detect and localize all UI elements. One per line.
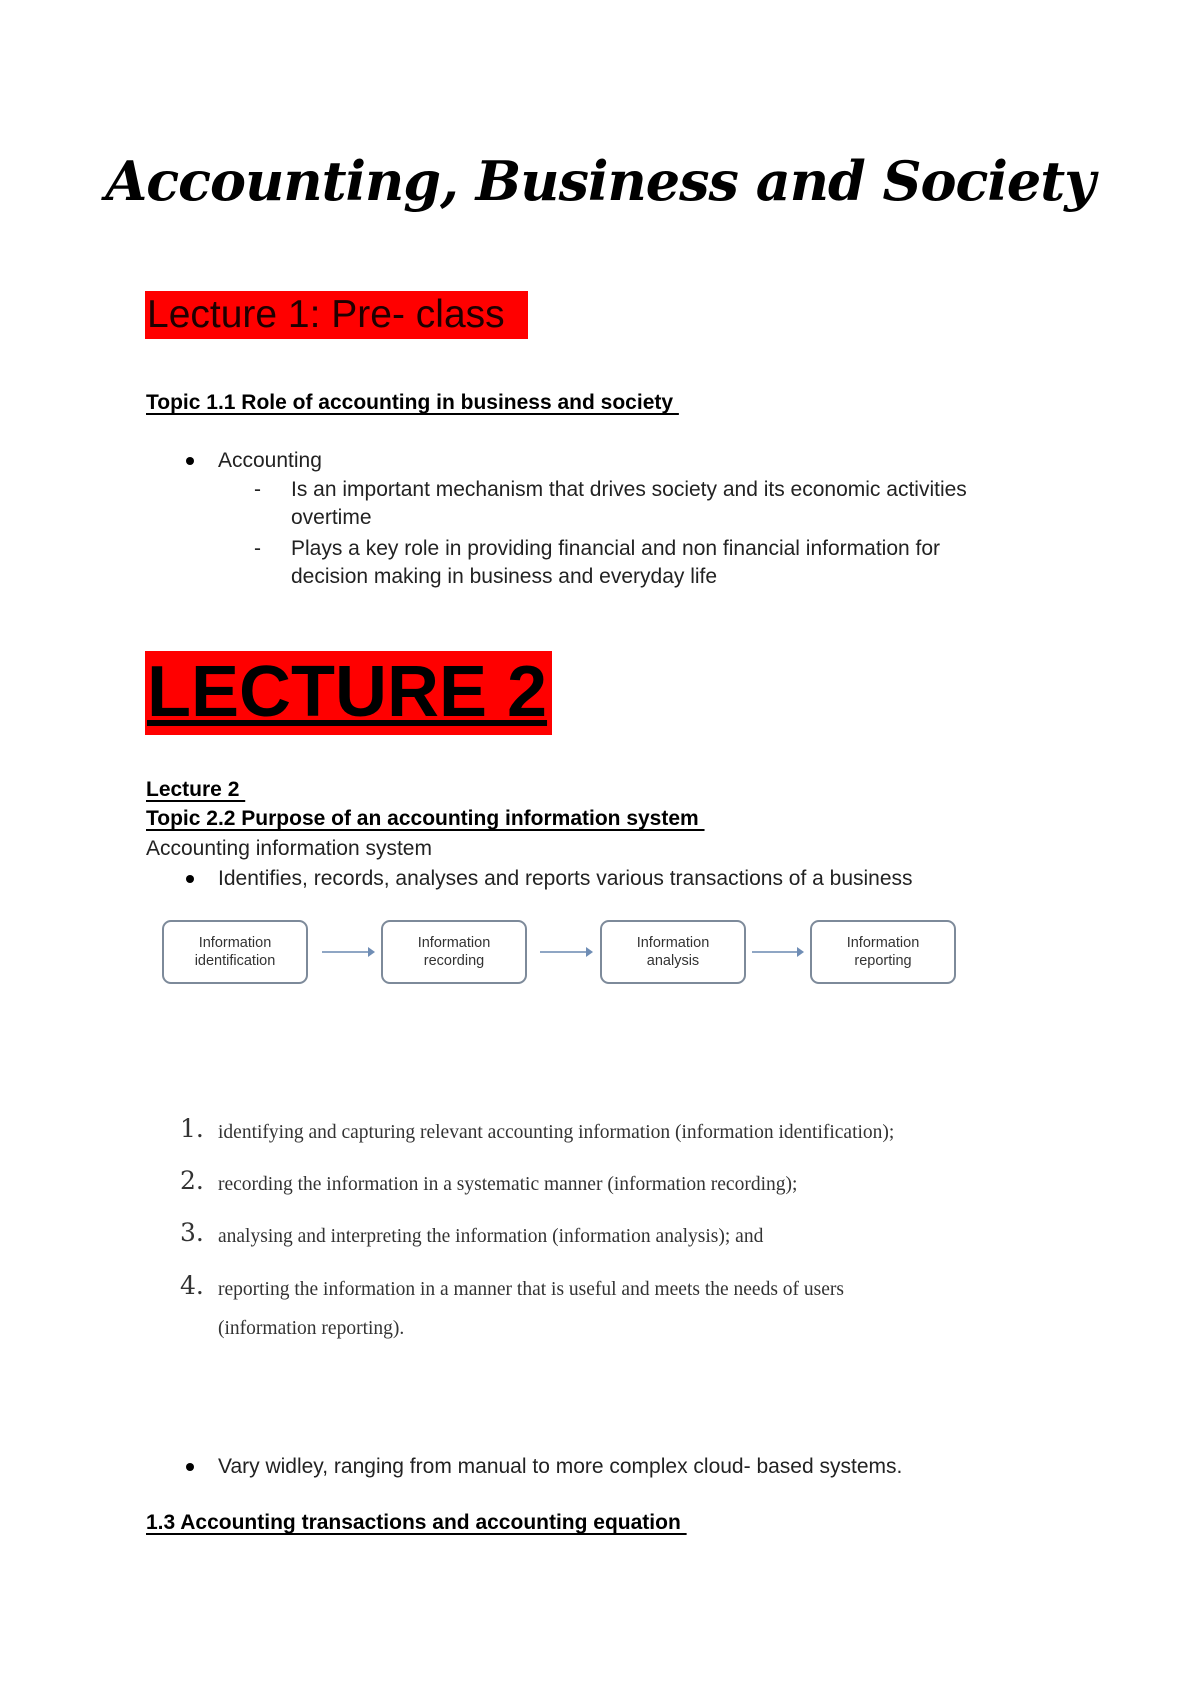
flow-box-analysis bbox=[600, 920, 746, 984]
flow-box-line1: Information bbox=[846, 935, 920, 951]
step-number: 4. bbox=[180, 1271, 204, 1300]
bullet-icon bbox=[186, 457, 194, 465]
lecture2-subheading: Lecture 2 bbox=[146, 778, 246, 801]
flow-box-line1: Information bbox=[636, 935, 710, 951]
flow-box-reporting bbox=[810, 920, 956, 984]
lecture1-label: Lecture 1: Pre- class bbox=[147, 293, 505, 336]
flow-box-line2: reporting bbox=[854, 953, 912, 969]
flow-box-line1: Information bbox=[417, 935, 491, 951]
flow-box-line2: analysis bbox=[646, 953, 700, 969]
topic-1-1-heading: Topic 1.1 Role of accounting in business and society bbox=[146, 391, 679, 414]
flow-box-line2: identification bbox=[194, 953, 276, 969]
accounting-bullet: Accounting bbox=[218, 449, 322, 472]
step-number: 2. bbox=[180, 1166, 204, 1195]
bullet-icon bbox=[186, 875, 194, 883]
step-4-text-continued: (information reporting). bbox=[218, 1318, 405, 1339]
flow-box-line1: Information bbox=[198, 935, 272, 951]
arrow-icon bbox=[540, 951, 591, 953]
flow-box-line2: recording bbox=[423, 953, 485, 969]
sub-item-1-line1: Is an important mechanism that drives society and its economic activities bbox=[291, 478, 967, 501]
step-2-text: recording the information in a systematic manner (information recording); bbox=[218, 1174, 798, 1195]
arrow-icon bbox=[322, 951, 373, 953]
dash-icon: - bbox=[254, 537, 261, 560]
topic-1-3-heading: 1.3 Accounting transactions and accounting equation bbox=[146, 1511, 687, 1534]
document-title: Accounting, Business and Society bbox=[105, 149, 1095, 213]
lecture2-label: LECTURE 2 bbox=[147, 652, 548, 732]
sub-item-2-line2: decision making in business and everyday life bbox=[291, 565, 718, 588]
step-1-text: identifying and capturing relevant accounting information (information identification); bbox=[218, 1122, 895, 1143]
step-4-text: reporting the information in a manner that is useful and meets the needs of users bbox=[218, 1279, 844, 1300]
flow-box-recording bbox=[381, 920, 527, 984]
arrow-icon bbox=[752, 951, 802, 953]
topic-2-2-heading: Topic 2.2 Purpose of an accounting information system bbox=[146, 807, 705, 830]
step-number: 1. bbox=[180, 1114, 204, 1143]
sub-item-1-line2: overtime bbox=[291, 506, 372, 529]
ais-bullet-1: Identifies, records, analyses and reports various transactions of a business bbox=[218, 867, 913, 890]
ais-bullet-2: Vary widley, ranging from manual to more complex cloud- based systems. bbox=[218, 1455, 903, 1478]
sub-item-2-line1: Plays a key role in providing financial and non financial information for bbox=[291, 537, 941, 560]
ais-intro: Accounting information system bbox=[146, 837, 432, 860]
step-3-text: analysing and interpreting the information (information analysis); and bbox=[218, 1226, 764, 1247]
step-number: 3. bbox=[180, 1218, 204, 1247]
flow-box-identification bbox=[162, 920, 308, 984]
bullet-icon bbox=[186, 1463, 194, 1471]
dash-icon: - bbox=[254, 478, 261, 501]
